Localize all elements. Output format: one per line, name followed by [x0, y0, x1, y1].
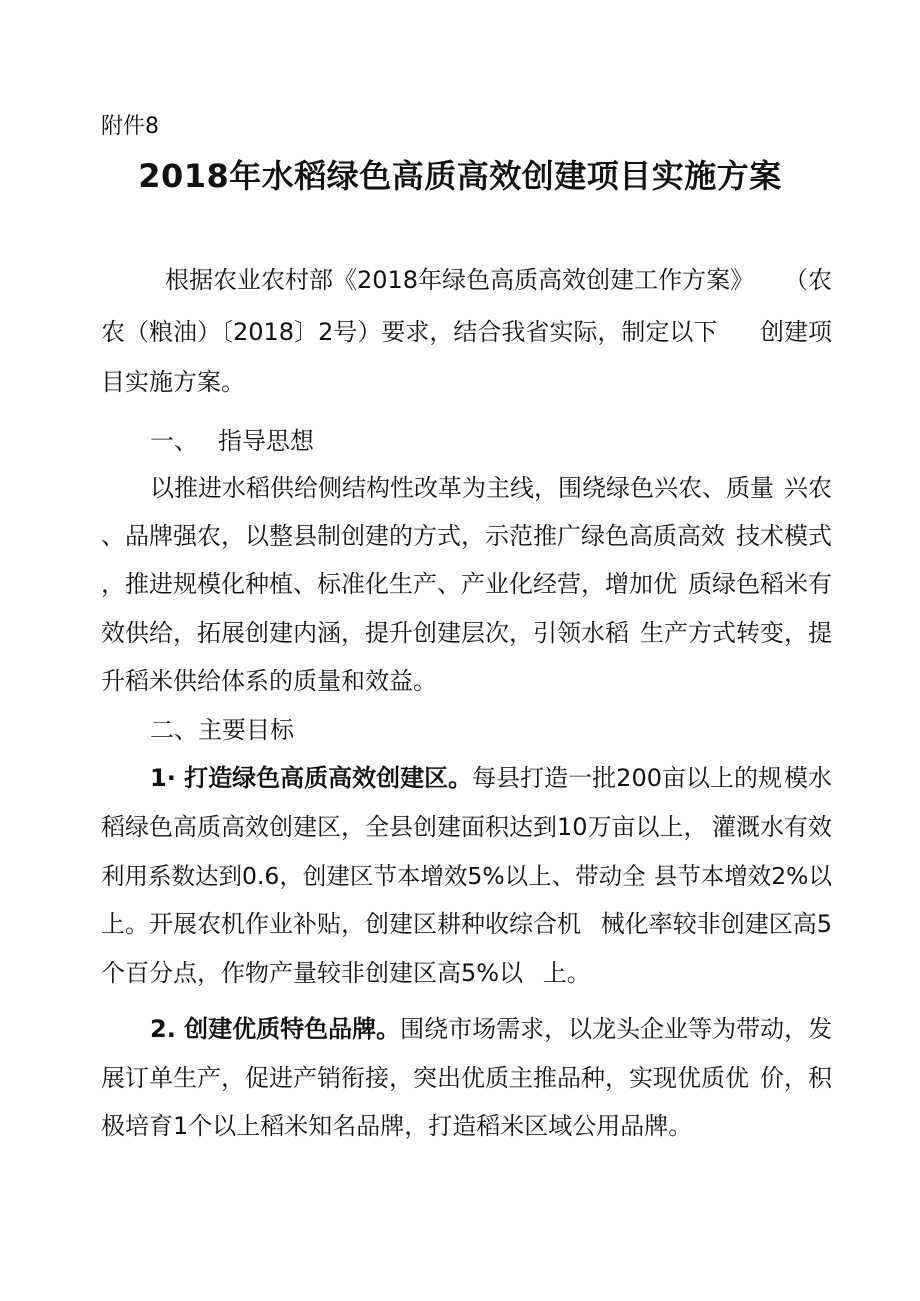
page-title: 2018年水稻绿色高质高效创建项目实施方案: [138, 157, 782, 195]
item2-line-2-part-2: 价，积: [760, 1064, 832, 1092]
section1-line-1-part-2: 兴农: [784, 474, 832, 502]
intro-line-2-part-2: 创建项: [760, 318, 832, 346]
item1-line-2: [101, 811, 832, 843]
section1-heading-number: 一、: [150, 427, 198, 455]
item2-line-1-part-1: 围绕市场需求，以龙头企业等为带动，: [400, 1015, 809, 1043]
item2-line-2: [101, 1062, 832, 1094]
item1-line-4-part-1: 上。开展农机作业补贴，创建区耕种收综合机: [101, 910, 581, 938]
annex-label: 附件8: [101, 114, 159, 139]
item1-lead: 1· 打造绿色高质高效创建区。: [150, 764, 473, 792]
item2-line-1: [150, 1013, 832, 1045]
item1-line-3-part-1: 利用系数达到0.6，创建区节本增效5%以上、带动全: [101, 862, 646, 890]
item2-line-1-group: [150, 1013, 808, 1045]
section1-line-1-part-1: 以推进水稻供给侧结构性改革为主线，围绕绿色兴农、质量: [150, 474, 774, 502]
intro-line-2: [101, 316, 832, 348]
intro-line-3: 目实施方案。: [101, 368, 245, 396]
section1-line-3: [101, 568, 832, 600]
section1-heading: 指导思想: [218, 427, 314, 455]
section1-line-2: [101, 520, 832, 552]
intro-line-1-part-1: 根据农业农村部《2018年绿色高质高效创建工作方案》: [165, 266, 755, 294]
intro-line-1-part-2: （农: [784, 266, 832, 294]
section1-line-3-part-2: 质绿色稻米有: [688, 570, 832, 598]
section1-line-2-part-2: 技术模式: [736, 522, 832, 550]
section1-line-4: [101, 617, 832, 649]
item1-line-1-part-2: 模水: [784, 764, 832, 792]
section1-line-5: 升稻米供给体系的质量和效益。: [101, 667, 437, 695]
item2-line-3: 极培育1个以上稻米知名品牌，打造稻米区域公用品牌。: [101, 1112, 693, 1140]
intro-line-2-part-1: 农（粮油）〔2018〕2号）要求，结合我省实际，制定以下: [101, 318, 718, 346]
item1-line-2-part-1: 稻绿色高质高效创建区，全县创建面积达到10万亩以上，: [101, 813, 708, 841]
section1-line-4-part-2: 生产方式转变，提: [640, 619, 832, 647]
item1-line-4-part-2: 械化率较非创建区高5: [600, 910, 832, 938]
item1-line-2-part-2: 灌溉水有效: [712, 813, 832, 841]
item1-line-1-group: [150, 762, 782, 794]
item2-line-2-part-1: 展订单生产，促进产销衔接，突出优质主推品种，实现优质优: [101, 1064, 749, 1092]
item1-line-4: [101, 908, 832, 940]
section1-line-3-part-1: ，推进规模化种植、标准化生产、产业化经营，增加优: [101, 570, 677, 598]
item1-line-5: [101, 957, 591, 989]
item1-line-5-part-1: 个百分点，作物产量较非创建区高5%以: [101, 959, 524, 987]
item1-line-3: [101, 860, 832, 892]
item1-line-1-part-1: 每县打造一批200亩以上的规: [472, 764, 782, 792]
item2-lead: 2. 创建优质特色品牌。: [150, 1015, 401, 1043]
item1-line-1: [150, 762, 832, 794]
section1-line-2-part-1: 、品牌强农，以整县制创建的方式，示范推广绿色高质高效: [101, 522, 725, 550]
section1-line-1: [150, 472, 832, 504]
section2-heading: 二、主要目标: [150, 716, 294, 744]
intro-line-1: [165, 264, 832, 296]
item1-line-3-part-2: 县节本增效2%以: [653, 862, 832, 890]
section1-line-4-part-1: 效供给，拓展创建内涵，提升创建层次，引领水稻: [101, 619, 629, 647]
item2-line-1-part-2: 发: [808, 1015, 833, 1043]
item1-line-5-part-2: 上。: [542, 959, 591, 987]
